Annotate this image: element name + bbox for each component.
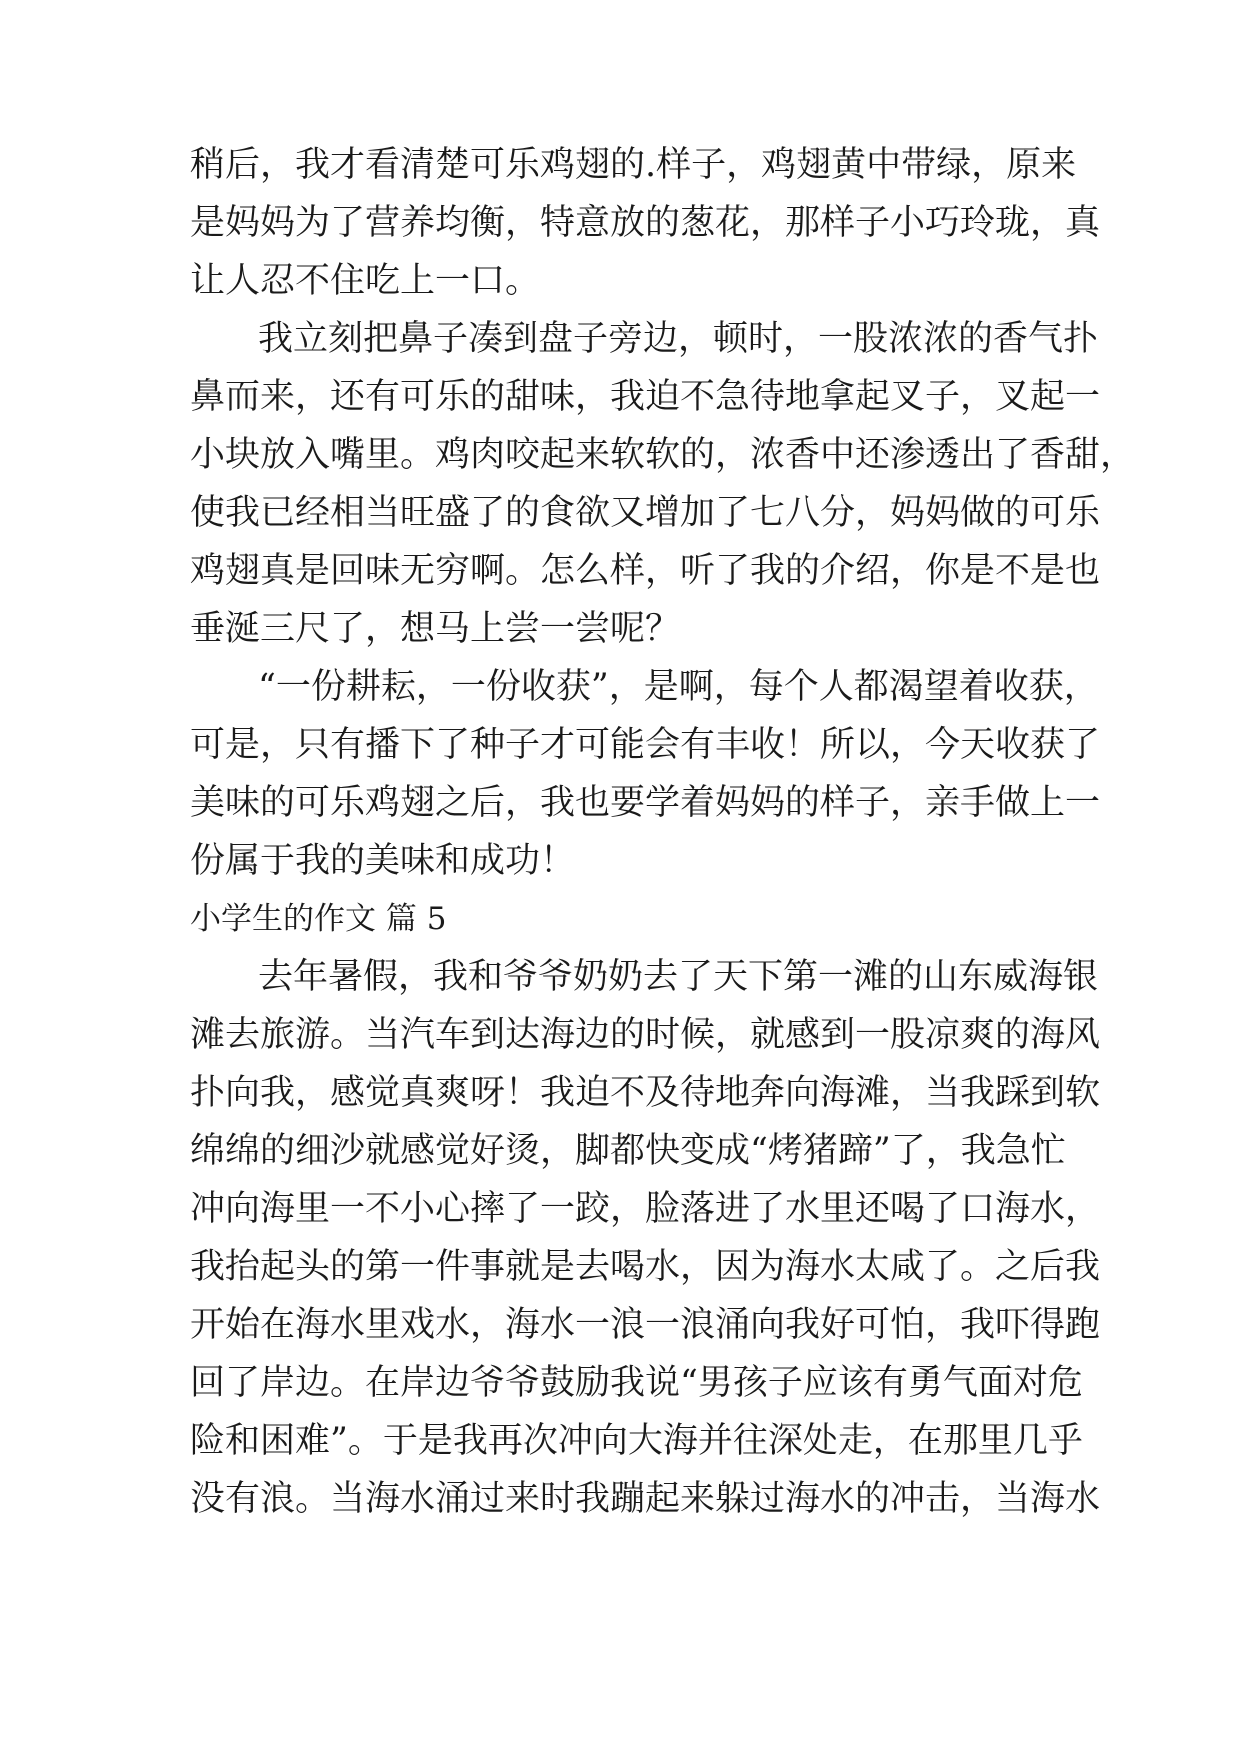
paragraph (190, 948, 1101, 1528)
text-line: 我立刻把鼻子凑到盘子旁边，顿时，一股浓浓的香气扑 (258, 319, 1099, 359)
text-line: 扑向我，感觉真爽呀！我迫不及待地奔向海滩，当我踩到软 (190, 1073, 1101, 1113)
text-line: 没有浪。当海水涌过来时我蹦起来躲过海水的冲击，当海水 (190, 1479, 1101, 1519)
text-line: 是妈妈为了营养均衡，特意放的葱花，那样子小巧玲珑，真 (190, 203, 1101, 243)
text-line: 滩去旅游。当汽车到达海边的时候，就感到一股凉爽的海风 (190, 1015, 1101, 1055)
text-line: 使我已经相当旺盛了的食欲又增加了七八分，妈妈做的可乐 (190, 493, 1101, 533)
text-line: 回了岸边。在岸边爷爷鼓励我说“男孩子应该有勇气面对危 (190, 1363, 1083, 1403)
text-line: 稍后，我才看清楚可乐鸡翅的.样子，鸡翅黄中带绿，原来 (190, 145, 1077, 185)
text-line: 让人忍不住吃上一口。 (190, 261, 541, 301)
text-line: 可是，只有播下了种子才可能会有丰收！所以，今天收获了 (190, 725, 1101, 765)
text-line: 冲向海里一不小心摔了一跤，脸落进了水里还喝了口海水， (190, 1189, 1101, 1229)
paragraph (190, 136, 1101, 310)
text-line: 开始在海水里戏水，海水一浪一浪涌向我好可怕，我吓得跑 (190, 1305, 1101, 1345)
text-line: 绵绵的细沙就感觉好烫，脚都快变成“烤猪蹄”了，我急忙 (190, 1131, 1066, 1171)
paragraph (190, 658, 1101, 890)
document-body (190, 136, 1136, 1528)
text-line: 我抬起头的第一件事就是去喝水，因为海水太咸了。之后我 (190, 1247, 1101, 1287)
text-line: 鸡翅真是回味无穷啊。怎么样，听了我的介绍，你是不是也 (190, 551, 1101, 591)
text-line: 份属于我的美味和成功！ (190, 841, 576, 881)
text-line: “一份耕耘，一份收获”，是啊，每个人都渴望着收获， (258, 667, 1099, 707)
section-heading: 小学生的作文 篇 5 (190, 901, 447, 937)
text-line: 鼻而来，还有可乐的甜味，我迫不急待地拿起叉子，叉起一 (190, 377, 1101, 417)
text-line: 险和困难”。于是我再次冲向大海并往深处走，在那里几乎 (190, 1421, 1083, 1461)
text-line: 去年暑假，我和爷爷奶奶去了天下第一滩的山东威海银 (258, 957, 1099, 997)
text-line: 美味的可乐鸡翅之后，我也要学着妈妈的样子，亲手做上一 (190, 783, 1101, 823)
paragraph (190, 310, 1136, 658)
text-line: 小块放入嘴里。鸡肉咬起来软软的，浓香中还渗透出了香甜， (190, 435, 1136, 475)
text-line: 垂涎三尺了，想马上尝一尝呢？ (190, 609, 681, 649)
